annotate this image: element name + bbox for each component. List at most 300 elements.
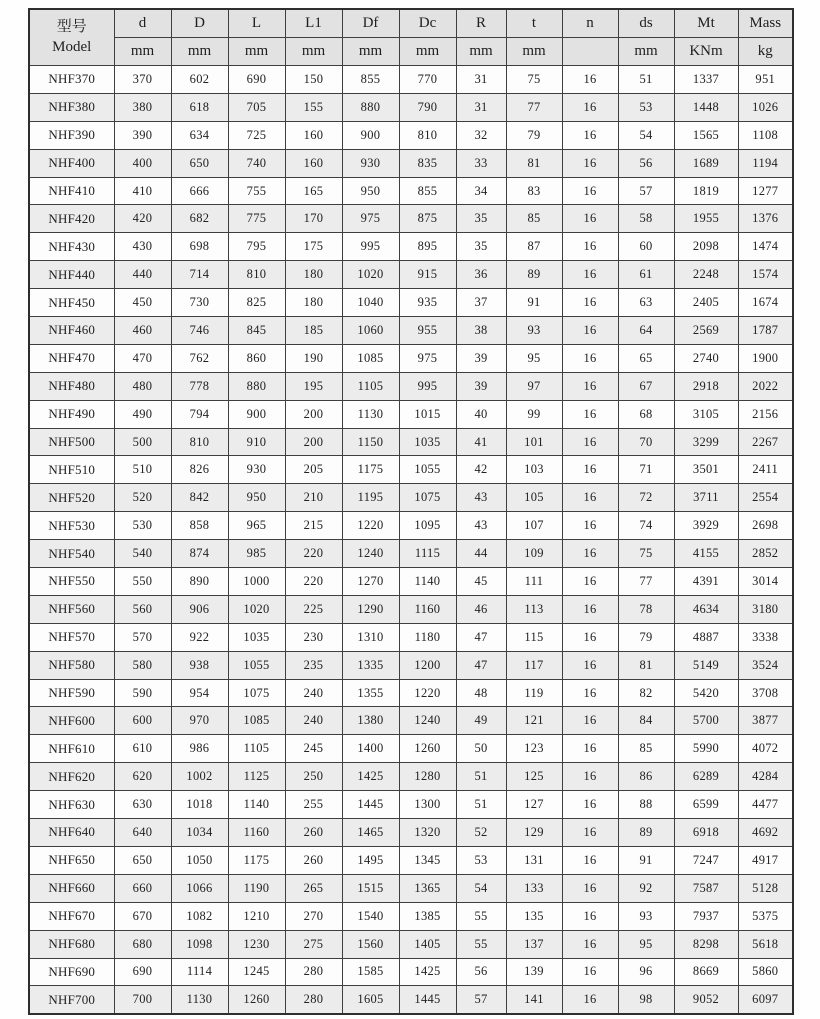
- value-cell: 1020: [228, 595, 285, 623]
- model-cell: NHF440: [29, 261, 114, 289]
- unit-mass: kg: [738, 38, 793, 66]
- value-cell: 986: [171, 735, 228, 763]
- value-cell: 975: [399, 344, 456, 372]
- value-cell: 54: [456, 874, 506, 902]
- value-cell: 57: [456, 986, 506, 1014]
- value-cell: 16: [562, 791, 618, 819]
- value-cell: 880: [228, 372, 285, 400]
- col-header-model-zh: 型号: [56, 19, 87, 35]
- value-cell: 985: [228, 540, 285, 568]
- value-cell: 725: [228, 121, 285, 149]
- header-row-units: [29, 38, 793, 66]
- value-cell: 1095: [399, 512, 456, 540]
- table-row: [29, 623, 793, 651]
- model-cell: NHF600: [29, 707, 114, 735]
- value-cell: 16: [562, 177, 618, 205]
- value-cell: 1160: [228, 819, 285, 847]
- table-row: [29, 261, 793, 289]
- value-cell: 6599: [674, 791, 738, 819]
- value-cell: 1240: [342, 540, 399, 568]
- value-cell: 72: [618, 484, 674, 512]
- value-cell: 38: [456, 317, 506, 345]
- table-row: [29, 930, 793, 958]
- value-cell: 1002: [171, 763, 228, 791]
- value-cell: 5420: [674, 679, 738, 707]
- col-header-ds: ds: [618, 9, 674, 38]
- model-cell: NHF500: [29, 428, 114, 456]
- value-cell: 1190: [228, 874, 285, 902]
- value-cell: 1075: [399, 484, 456, 512]
- value-cell: 7587: [674, 874, 738, 902]
- value-cell: 1082: [171, 902, 228, 930]
- value-cell: 682: [171, 205, 228, 233]
- value-cell: 135: [506, 902, 562, 930]
- value-cell: 714: [171, 261, 228, 289]
- model-cell: NHF570: [29, 623, 114, 651]
- value-cell: 2248: [674, 261, 738, 289]
- value-cell: 16: [562, 902, 618, 930]
- value-cell: 63: [618, 289, 674, 317]
- value-cell: 150: [285, 66, 342, 94]
- value-cell: 2918: [674, 372, 738, 400]
- value-cell: 3877: [738, 707, 793, 735]
- table-row: [29, 344, 793, 372]
- value-cell: 48: [456, 679, 506, 707]
- value-cell: 210: [285, 484, 342, 512]
- value-cell: 117: [506, 651, 562, 679]
- value-cell: 906: [171, 595, 228, 623]
- model-cell: NHF430: [29, 233, 114, 261]
- value-cell: 16: [562, 707, 618, 735]
- value-cell: 280: [285, 986, 342, 1014]
- value-cell: 160: [285, 121, 342, 149]
- value-cell: 45: [456, 568, 506, 596]
- model-cell: NHF470: [29, 344, 114, 372]
- value-cell: 33: [456, 149, 506, 177]
- value-cell: 16: [562, 568, 618, 596]
- value-cell: 165: [285, 177, 342, 205]
- value-cell: 275: [285, 930, 342, 958]
- model-cell: NHF650: [29, 846, 114, 874]
- value-cell: 141: [506, 986, 562, 1014]
- value-cell: 3501: [674, 456, 738, 484]
- col-header-Mt: Mt: [674, 9, 738, 38]
- value-cell: 16: [562, 819, 618, 847]
- value-cell: 93: [506, 317, 562, 345]
- value-cell: 4887: [674, 623, 738, 651]
- value-cell: 775: [228, 205, 285, 233]
- value-cell: 1425: [399, 958, 456, 986]
- value-cell: 43: [456, 484, 506, 512]
- value-cell: 970: [171, 707, 228, 735]
- table-row: [29, 679, 793, 707]
- value-cell: 245: [285, 735, 342, 763]
- value-cell: 7247: [674, 846, 738, 874]
- value-cell: 630: [114, 791, 171, 819]
- table-row: [29, 958, 793, 986]
- value-cell: 133: [506, 874, 562, 902]
- value-cell: 560: [114, 595, 171, 623]
- value-cell: 1026: [738, 93, 793, 121]
- value-cell: 121: [506, 707, 562, 735]
- value-cell: 16: [562, 874, 618, 902]
- value-cell: 875: [399, 205, 456, 233]
- value-cell: 550: [114, 568, 171, 596]
- value-cell: 1075: [228, 679, 285, 707]
- value-cell: 74: [618, 512, 674, 540]
- value-cell: 1055: [228, 651, 285, 679]
- model-cell: NHF610: [29, 735, 114, 763]
- value-cell: 842: [171, 484, 228, 512]
- value-cell: 1175: [342, 456, 399, 484]
- model-cell: NHF690: [29, 958, 114, 986]
- value-cell: 180: [285, 289, 342, 317]
- value-cell: 101: [506, 428, 562, 456]
- value-cell: 39: [456, 372, 506, 400]
- value-cell: 52: [456, 819, 506, 847]
- value-cell: 2554: [738, 484, 793, 512]
- value-cell: 260: [285, 846, 342, 874]
- specification-table: [28, 8, 794, 1015]
- value-cell: 16: [562, 484, 618, 512]
- value-cell: 855: [342, 66, 399, 94]
- value-cell: 650: [171, 149, 228, 177]
- unit-t: mm: [506, 38, 562, 66]
- value-cell: 1140: [228, 791, 285, 819]
- col-header-t: t: [506, 9, 562, 38]
- value-cell: 1160: [399, 595, 456, 623]
- value-cell: 975: [342, 205, 399, 233]
- value-cell: 111: [506, 568, 562, 596]
- table-row: [29, 986, 793, 1014]
- value-cell: 1020: [342, 261, 399, 289]
- value-cell: 91: [618, 846, 674, 874]
- value-cell: 84: [618, 707, 674, 735]
- value-cell: 40: [456, 400, 506, 428]
- value-cell: 7937: [674, 902, 738, 930]
- value-cell: 530: [114, 512, 171, 540]
- value-cell: 922: [171, 623, 228, 651]
- value-cell: 55: [456, 930, 506, 958]
- table-header: [29, 9, 793, 66]
- value-cell: 5860: [738, 958, 793, 986]
- table-row: [29, 372, 793, 400]
- value-cell: 16: [562, 846, 618, 874]
- value-cell: 795: [228, 233, 285, 261]
- value-cell: 858: [171, 512, 228, 540]
- value-cell: 68: [618, 400, 674, 428]
- value-cell: 938: [171, 651, 228, 679]
- value-cell: 1035: [399, 428, 456, 456]
- table-row: [29, 735, 793, 763]
- model-cell: NHF450: [29, 289, 114, 317]
- value-cell: 3929: [674, 512, 738, 540]
- value-cell: 1105: [342, 372, 399, 400]
- value-cell: 137: [506, 930, 562, 958]
- value-cell: 175: [285, 233, 342, 261]
- value-cell: 2740: [674, 344, 738, 372]
- value-cell: 2411: [738, 456, 793, 484]
- value-cell: 480: [114, 372, 171, 400]
- value-cell: 3338: [738, 623, 793, 651]
- value-cell: 123: [506, 735, 562, 763]
- value-cell: 49: [456, 707, 506, 735]
- value-cell: 570: [114, 623, 171, 651]
- col-header-R: R: [456, 9, 506, 38]
- value-cell: 60: [618, 233, 674, 261]
- value-cell: 1585: [342, 958, 399, 986]
- model-cell: NHF370: [29, 66, 114, 94]
- value-cell: 1040: [342, 289, 399, 317]
- value-cell: 16: [562, 651, 618, 679]
- value-cell: 810: [399, 121, 456, 149]
- value-cell: 1385: [399, 902, 456, 930]
- value-cell: 1175: [228, 846, 285, 874]
- value-cell: 16: [562, 205, 618, 233]
- value-cell: 215: [285, 512, 342, 540]
- value-cell: 1280: [399, 763, 456, 791]
- value-cell: 83: [506, 177, 562, 205]
- value-cell: 1105: [228, 735, 285, 763]
- table-row: [29, 512, 793, 540]
- value-cell: 1355: [342, 679, 399, 707]
- value-cell: 950: [342, 177, 399, 205]
- value-cell: 109: [506, 540, 562, 568]
- value-cell: 1260: [399, 735, 456, 763]
- value-cell: 16: [562, 930, 618, 958]
- value-cell: 5375: [738, 902, 793, 930]
- unit-L: mm: [228, 38, 285, 66]
- value-cell: 746: [171, 317, 228, 345]
- value-cell: 580: [114, 651, 171, 679]
- value-cell: 874: [171, 540, 228, 568]
- table-row: [29, 651, 793, 679]
- value-cell: 2569: [674, 317, 738, 345]
- unit-R: mm: [456, 38, 506, 66]
- table-row: [29, 317, 793, 345]
- value-cell: 650: [114, 846, 171, 874]
- value-cell: 1220: [342, 512, 399, 540]
- value-cell: 600: [114, 707, 171, 735]
- value-cell: 98: [618, 986, 674, 1014]
- value-cell: 540: [114, 540, 171, 568]
- value-cell: 4155: [674, 540, 738, 568]
- value-cell: 4692: [738, 819, 793, 847]
- value-cell: 87: [506, 233, 562, 261]
- value-cell: 47: [456, 651, 506, 679]
- value-cell: 410: [114, 177, 171, 205]
- model-cell: NHF530: [29, 512, 114, 540]
- model-cell: NHF420: [29, 205, 114, 233]
- value-cell: 4391: [674, 568, 738, 596]
- value-cell: 107: [506, 512, 562, 540]
- value-cell: 700: [114, 986, 171, 1014]
- col-header-L1: L1: [285, 9, 342, 38]
- value-cell: 270: [285, 902, 342, 930]
- value-cell: 58: [618, 205, 674, 233]
- value-cell: 230: [285, 623, 342, 651]
- value-cell: 54: [618, 121, 674, 149]
- col-header-Dc: Dc: [399, 9, 456, 38]
- value-cell: 1787: [738, 317, 793, 345]
- value-cell: 85: [506, 205, 562, 233]
- col-header-d: d: [114, 9, 171, 38]
- value-cell: 1335: [342, 651, 399, 679]
- value-cell: 35: [456, 233, 506, 261]
- value-cell: 1034: [171, 819, 228, 847]
- value-cell: 770: [399, 66, 456, 94]
- value-cell: 61: [618, 261, 674, 289]
- unit-D: mm: [171, 38, 228, 66]
- value-cell: 77: [618, 568, 674, 596]
- model-cell: NHF490: [29, 400, 114, 428]
- value-cell: 610: [114, 735, 171, 763]
- value-cell: 1098: [171, 930, 228, 958]
- model-cell: NHF630: [29, 791, 114, 819]
- value-cell: 1230: [228, 930, 285, 958]
- value-cell: 16: [562, 317, 618, 345]
- value-cell: 1125: [228, 763, 285, 791]
- table-row: [29, 846, 793, 874]
- value-cell: 16: [562, 149, 618, 177]
- value-cell: 910: [228, 428, 285, 456]
- col-header-model: [29, 9, 114, 66]
- value-cell: 205: [285, 456, 342, 484]
- value-cell: 900: [342, 121, 399, 149]
- value-cell: 2405: [674, 289, 738, 317]
- model-cell: NHF400: [29, 149, 114, 177]
- value-cell: 1066: [171, 874, 228, 902]
- value-cell: 3105: [674, 400, 738, 428]
- value-cell: 835: [399, 149, 456, 177]
- value-cell: 3180: [738, 595, 793, 623]
- value-cell: 81: [506, 149, 562, 177]
- model-cell: NHF680: [29, 930, 114, 958]
- value-cell: 790: [399, 93, 456, 121]
- value-cell: 1955: [674, 205, 738, 233]
- model-cell: NHF640: [29, 819, 114, 847]
- value-cell: 96: [618, 958, 674, 986]
- value-cell: 89: [618, 819, 674, 847]
- value-cell: 6918: [674, 819, 738, 847]
- value-cell: 1194: [738, 149, 793, 177]
- value-cell: 955: [399, 317, 456, 345]
- value-cell: 995: [399, 372, 456, 400]
- value-cell: 1605: [342, 986, 399, 1014]
- table-row: [29, 93, 793, 121]
- value-cell: 1495: [342, 846, 399, 874]
- value-cell: 105: [506, 484, 562, 512]
- value-cell: 16: [562, 289, 618, 317]
- value-cell: 43: [456, 512, 506, 540]
- value-cell: 56: [456, 958, 506, 986]
- table-row: [29, 874, 793, 902]
- model-cell: NHF520: [29, 484, 114, 512]
- value-cell: 36: [456, 261, 506, 289]
- value-cell: 3711: [674, 484, 738, 512]
- value-cell: 1055: [399, 456, 456, 484]
- value-cell: 56: [618, 149, 674, 177]
- value-cell: 1425: [342, 763, 399, 791]
- value-cell: 4634: [674, 595, 738, 623]
- value-cell: 265: [285, 874, 342, 902]
- table-body: [29, 66, 793, 1015]
- value-cell: 81: [618, 651, 674, 679]
- value-cell: 1400: [342, 735, 399, 763]
- value-cell: 86: [618, 763, 674, 791]
- table-row: [29, 540, 793, 568]
- value-cell: 2267: [738, 428, 793, 456]
- value-cell: 235: [285, 651, 342, 679]
- value-cell: 1035: [228, 623, 285, 651]
- value-cell: 1220: [399, 679, 456, 707]
- value-cell: 855: [399, 177, 456, 205]
- value-cell: 16: [562, 512, 618, 540]
- value-cell: 935: [399, 289, 456, 317]
- table-row: [29, 484, 793, 512]
- value-cell: 900: [228, 400, 285, 428]
- table-row: [29, 428, 793, 456]
- value-cell: 119: [506, 679, 562, 707]
- value-cell: 260: [285, 819, 342, 847]
- value-cell: 139: [506, 958, 562, 986]
- value-cell: 16: [562, 986, 618, 1014]
- value-cell: 97: [506, 372, 562, 400]
- table-row: [29, 763, 793, 791]
- value-cell: 79: [506, 121, 562, 149]
- value-cell: 16: [562, 344, 618, 372]
- value-cell: 1376: [738, 205, 793, 233]
- model-cell: NHF590: [29, 679, 114, 707]
- value-cell: 51: [618, 66, 674, 94]
- table-row: [29, 456, 793, 484]
- value-cell: 16: [562, 372, 618, 400]
- value-cell: 755: [228, 177, 285, 205]
- model-cell: NHF700: [29, 986, 114, 1014]
- value-cell: 220: [285, 540, 342, 568]
- value-cell: 44: [456, 540, 506, 568]
- unit-Dc: mm: [399, 38, 456, 66]
- value-cell: 1270: [342, 568, 399, 596]
- value-cell: 810: [228, 261, 285, 289]
- value-cell: 3708: [738, 679, 793, 707]
- value-cell: 16: [562, 428, 618, 456]
- col-header-L: L: [228, 9, 285, 38]
- value-cell: 88: [618, 791, 674, 819]
- value-cell: 16: [562, 540, 618, 568]
- value-cell: 4477: [738, 791, 793, 819]
- model-cell: NHF460: [29, 317, 114, 345]
- unit-Df: mm: [342, 38, 399, 66]
- value-cell: 930: [342, 149, 399, 177]
- value-cell: 65: [618, 344, 674, 372]
- value-cell: 690: [114, 958, 171, 986]
- value-cell: 1574: [738, 261, 793, 289]
- value-cell: 75: [618, 540, 674, 568]
- value-cell: 16: [562, 456, 618, 484]
- unit-ds: mm: [618, 38, 674, 66]
- value-cell: 634: [171, 121, 228, 149]
- value-cell: 825: [228, 289, 285, 317]
- value-cell: 8669: [674, 958, 738, 986]
- model-cell: NHF380: [29, 93, 114, 121]
- col-header-mass: Mass: [738, 9, 793, 38]
- value-cell: 1380: [342, 707, 399, 735]
- value-cell: 470: [114, 344, 171, 372]
- value-cell: 240: [285, 707, 342, 735]
- value-cell: 2852: [738, 540, 793, 568]
- model-cell: NHF390: [29, 121, 114, 149]
